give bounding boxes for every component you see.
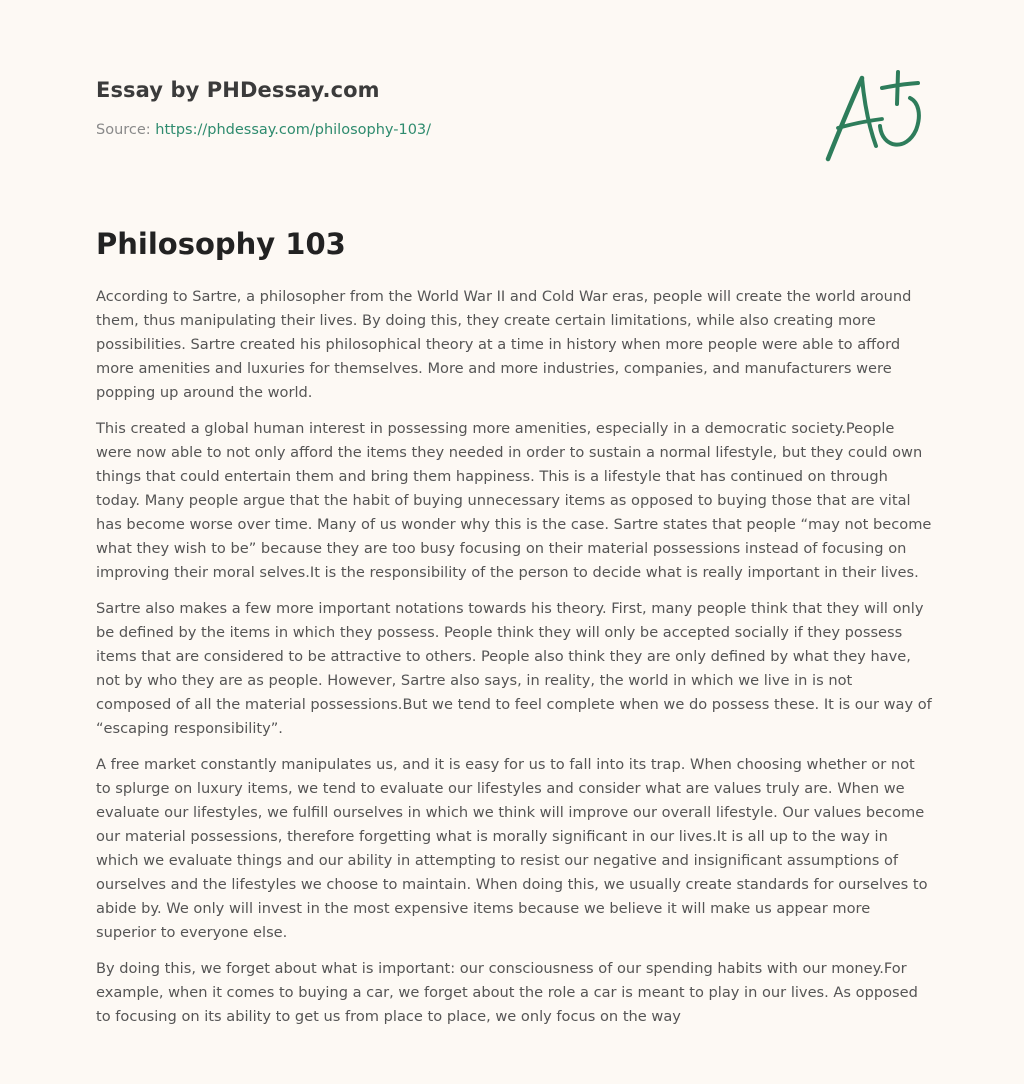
essay-paragraph: Sartre also makes a few more important notations towards his theory. First, many people think that they will only be defined by the items in which they possess. People think they will only be accepted socially if they possess items that are considered to be attractive to others. People also think they are only defined by what they have, not by who they are as people. However, Sartre also says, in reality, the world in which we live in is not composed of all the material possessions.But we tend to feel complete when we do possess these. It is our way of “escaping responsibility”. [96, 600, 932, 737]
essay-body [96, 285, 932, 1041]
source-line [96, 120, 716, 140]
essay-paragraph: This created a global human interest in possessing more amenities, especially in a democratic society.People were now able to not only afford the items they needed in order to sustain a normal lifestyle, but they could own things that could entertain them and bring them happiness. This is a lifestyle that has continued on through today. Many people argue that the habit of buying unnecessary items as opposed to buying those that are vital has become worse over time. Many of us wonder why this is the case. Sartre states that people “may not become what they wish to be” because they are too busy focusing on their material possessions instead of focusing on improving their moral selves.It is the responsibility of the person to decide what is really important in their lives. [96, 420, 932, 581]
essay-paragraph: By doing this, we forget about what is important: our consciousness of our spending habits with our money.For example, when it comes to buying a car, we forget about the role a car is meant to play in our lives. As opposed to focusing on its ability to get us from place to place, we only focus on the way [96, 960, 918, 1025]
site-header [96, 74, 716, 140]
essay-paragraph: A free market constantly manipulates us, and it is easy for us to fall into its trap. When choosing whether or not to splurge on luxury items, we tend to evaluate our lifestyles and consider what are values truly are. When we evaluate our lifestyles, we fulfill ourselves in which we think will improve our overall lifestyle. Our values become our material possessions, therefore forgetting what is morally significant in our lives.It is all up to the way in which we evaluate things and our ability in attempting to resist our negative and insignificant assumptions of ourselves and the lifestyles we choose to maintain. When doing this, we usually create standards for ourselves to abide by. We only will invest in the most expensive items because we believe it will make us appear more superior to everyone else. [96, 756, 928, 941]
a-plus-grade-icon [818, 64, 930, 168]
essay-title: Philosophy 103 [96, 227, 346, 261]
source-label: Source: [96, 122, 151, 138]
source-link[interactable]: https://phdessay.com/philosophy-103/ [155, 122, 432, 138]
brand-title: Essay by PHDessay.com [96, 78, 380, 102]
essay-paragraph: According to Sartre, a philosopher from the World War II and Cold War eras, people will create the world around them, thus manipulating their lives. By doing this, they create certain limitations, while also creating more possibilities. Sartre created his philosophical theory at a time in history when more people were able to afford more amenities and luxuries for themselves. More and more industries, companies, and manufacturers were popping up around the world. [96, 288, 912, 401]
